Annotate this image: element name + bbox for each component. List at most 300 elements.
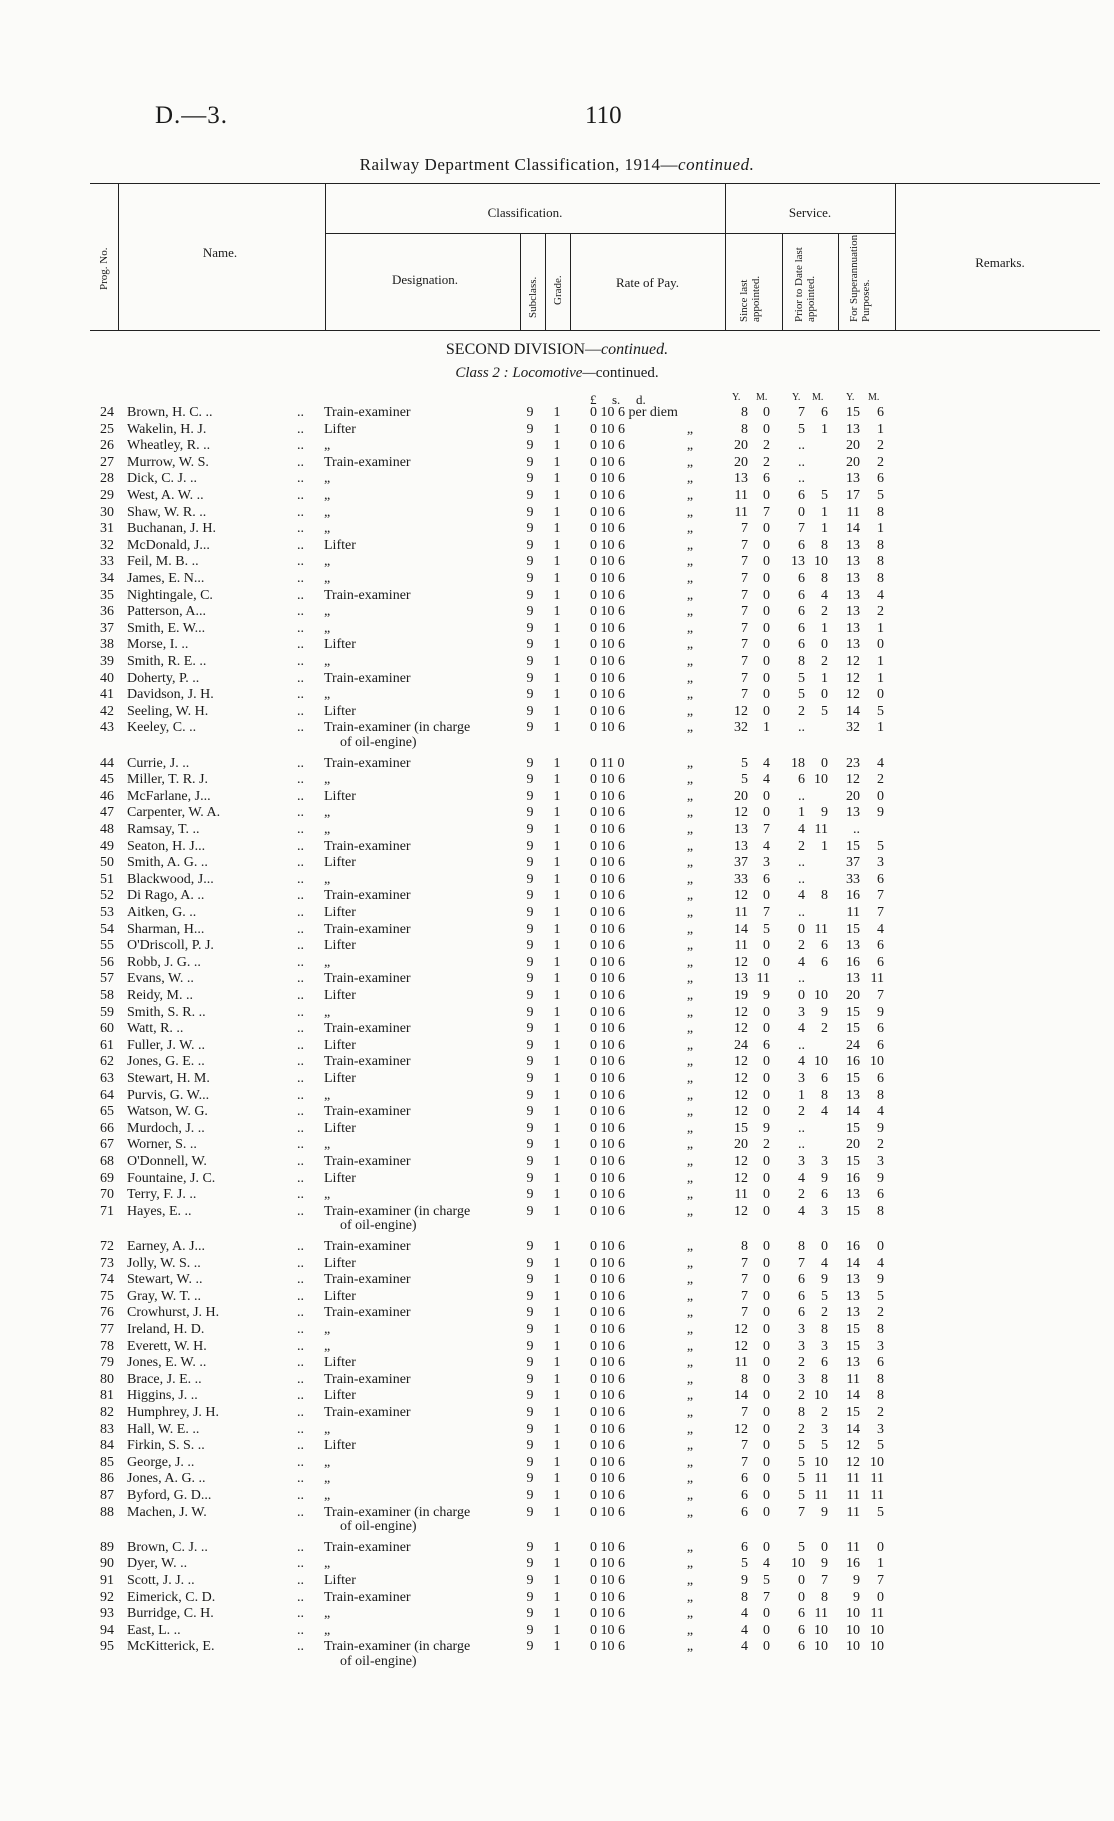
- super-months: 4: [877, 587, 884, 603]
- prog-no: 32: [100, 537, 114, 553]
- rate-of-pay: 0 10 6: [590, 1355, 625, 1371]
- super-years: 12: [846, 1454, 860, 1470]
- table-row: [0, 1623, 1114, 1639]
- prior-years: 5: [798, 1539, 805, 1555]
- since-months: 5: [763, 1573, 770, 1588]
- since-months: 0: [763, 1255, 770, 1271]
- prior-months: 1: [821, 670, 828, 686]
- leader-dots: ..: [297, 1622, 304, 1638]
- since-years: 13: [734, 471, 748, 487]
- table-row: [0, 1540, 1114, 1556]
- super-months: 8: [877, 1371, 884, 1387]
- ditto-mark: „: [686, 1639, 694, 1655]
- designation: „: [324, 521, 331, 537]
- prog-no: 49: [100, 838, 114, 854]
- prior-years: 0: [798, 1573, 805, 1588]
- since-months: 0: [763, 938, 770, 954]
- prior-years: 13: [791, 554, 805, 570]
- leader-dots: ..: [297, 971, 304, 987]
- rate-of-pay: 0 10 6: [590, 1137, 625, 1153]
- grade: 1: [553, 471, 561, 487]
- table-row: [0, 538, 1114, 554]
- since-months: 1: [763, 720, 770, 736]
- ditto-mark: „: [686, 1054, 694, 1070]
- prior-months: 9: [821, 1272, 828, 1288]
- col-divider: [838, 233, 839, 330]
- super-months: 10: [870, 1054, 884, 1070]
- since-years: 7: [741, 654, 748, 669]
- subclass: 9: [526, 654, 534, 669]
- leader-dots: ..: [297, 1239, 304, 1254]
- rate-of-pay: 0 10 6: [590, 488, 625, 503]
- since-years: 32: [734, 720, 748, 736]
- rate-of-pay: 0 10 6: [590, 1120, 625, 1136]
- prog-no: 28: [100, 471, 114, 487]
- table-row: [0, 471, 1114, 487]
- prog-no: 81: [100, 1388, 114, 1404]
- super-months: 6: [877, 1355, 884, 1371]
- leader-dots: ..: [297, 1639, 304, 1655]
- designation: „: [324, 1322, 331, 1337]
- rate-of-pay: 0 10 6 per diem: [590, 405, 678, 420]
- designation: „: [324, 471, 331, 487]
- leader-dots: ..: [297, 1589, 304, 1605]
- table-row: [0, 1556, 1114, 1572]
- super-months: 7: [877, 988, 884, 1003]
- ditto-mark: „: [686, 871, 694, 887]
- leader-dots: ..: [297, 687, 304, 703]
- designation-continuation: of oil-engine): [340, 1519, 417, 1535]
- rate-of-pay: 0 10 6: [590, 1288, 625, 1304]
- leader-dots: ..: [297, 571, 304, 586]
- designation: „: [324, 571, 331, 586]
- designation-continuation: of oil-engine): [340, 1218, 417, 1234]
- grade: 1: [553, 1371, 561, 1387]
- ditto-mark: „: [686, 1154, 694, 1169]
- super-years: 12: [846, 772, 860, 788]
- rate-of-pay: 0 10 6: [590, 1239, 625, 1254]
- staff-name: Higgins, J. ..: [127, 1388, 198, 1404]
- staff-name: Smith, A. G. ..: [127, 855, 208, 871]
- rate-of-pay: 0 10 6: [590, 772, 625, 788]
- subclass: 9: [526, 521, 534, 537]
- designation: Lifter: [324, 1355, 356, 1371]
- prior-months: 4: [821, 1104, 828, 1120]
- ditto-mark: „: [686, 988, 694, 1003]
- since-months: 0: [763, 1371, 770, 1387]
- super-years: 13: [846, 554, 860, 570]
- prior-months: 8: [821, 1322, 828, 1337]
- designation: Lifter: [324, 938, 356, 954]
- prog-no: 72: [100, 1239, 114, 1254]
- super-months: 2: [877, 1405, 884, 1420]
- since-months: 0: [763, 1639, 770, 1655]
- super-months: 0: [877, 687, 884, 703]
- prior-years: 2: [798, 1388, 805, 1404]
- staff-name: Patterson, A...: [127, 604, 206, 620]
- since-years: 20: [734, 788, 748, 804]
- grade: 1: [553, 1104, 561, 1120]
- since-months: 2: [763, 1137, 770, 1153]
- table-row: [0, 621, 1114, 637]
- designation: Lifter: [324, 1255, 356, 1271]
- prog-no: 78: [100, 1338, 114, 1354]
- since-months: 0: [763, 654, 770, 669]
- prior-months: 10: [814, 1054, 828, 1070]
- prog-no: 88: [100, 1504, 114, 1520]
- prog-no: 91: [100, 1573, 114, 1588]
- grade: 1: [553, 1037, 561, 1053]
- since-months: 0: [763, 1087, 770, 1103]
- prog-no: 92: [100, 1589, 114, 1605]
- designation: „: [324, 1471, 331, 1487]
- prior-months: 8: [821, 571, 828, 586]
- since-months: 7: [763, 905, 770, 920]
- rate-of-pay: 0 10 6: [590, 670, 625, 686]
- leader-dots: ..: [297, 1606, 304, 1622]
- since-months: 0: [763, 1421, 770, 1437]
- prior-years: ..: [798, 971, 805, 987]
- table-row: [0, 756, 1114, 772]
- super-years: 13: [846, 421, 860, 437]
- ditto-mark: „: [686, 454, 694, 470]
- designation: Train-examiner (in charge: [324, 1203, 471, 1219]
- staff-name: Smith, S. R. ..: [127, 1004, 206, 1020]
- since-months: 0: [763, 1504, 770, 1520]
- grade: 1: [553, 620, 561, 636]
- staff-name: Humphrey, J. H.: [127, 1405, 220, 1420]
- designation: Train-examiner (in charge: [324, 720, 471, 736]
- rate-of-pay: 0 10 6: [590, 1021, 625, 1037]
- super-years: 12: [846, 1438, 860, 1454]
- table-row: [0, 637, 1114, 653]
- grade: 1: [553, 1305, 561, 1321]
- prior-years: ..: [798, 855, 805, 871]
- staff-name: Watt, R. ..: [127, 1021, 184, 1037]
- grade: 1: [553, 1004, 561, 1020]
- rate-of-pay: 0 10 6: [590, 1405, 625, 1420]
- grade: 1: [553, 1405, 561, 1420]
- subclass: 9: [526, 1272, 534, 1288]
- since-months: 0: [763, 1488, 770, 1503]
- since-years: 7: [741, 1454, 748, 1470]
- leader-dots: ..: [297, 537, 304, 553]
- prog-no: 54: [100, 921, 114, 937]
- prior-years: 3: [798, 1004, 805, 1020]
- subclass: 9: [526, 1154, 534, 1169]
- prior-years: 6: [798, 1622, 805, 1638]
- grade: 1: [553, 1539, 561, 1555]
- prog-no: 34: [100, 571, 114, 586]
- table-row: [0, 1573, 1114, 1589]
- grade: 1: [553, 855, 561, 871]
- grade: 1: [553, 1606, 561, 1622]
- col-header-subclass: Subclass.: [527, 276, 539, 318]
- staff-name: Carpenter, W. A.: [127, 805, 221, 821]
- leader-dots: ..: [297, 1488, 304, 1503]
- super-years: 11: [846, 1504, 860, 1520]
- super-months: 6: [877, 871, 884, 887]
- subclass: 9: [526, 1071, 534, 1086]
- staff-name: Smith, R. E. ..: [127, 654, 207, 669]
- prior-years: 4: [798, 1170, 805, 1186]
- ditto-mark: „: [686, 1305, 694, 1321]
- leader-dots: ..: [297, 405, 304, 420]
- since-months: 6: [763, 471, 770, 487]
- since-months: 0: [763, 687, 770, 703]
- prior-years: ..: [798, 871, 805, 887]
- since-years: 12: [734, 1104, 748, 1120]
- ditto-mark: „: [686, 421, 694, 437]
- prog-no: 93: [100, 1606, 114, 1622]
- rate-of-pay: 0 10 6: [590, 1371, 625, 1387]
- prior-months: 2: [821, 1021, 828, 1037]
- super-months: 0: [877, 1539, 884, 1555]
- grade: 1: [553, 905, 561, 920]
- designation: Train-examiner: [324, 1589, 411, 1605]
- staff-name: Aitken, G. ..: [127, 905, 197, 920]
- prog-no: 73: [100, 1255, 114, 1271]
- since-years: 11: [734, 488, 748, 503]
- super-years: 20: [846, 988, 860, 1003]
- table-row: [0, 1171, 1114, 1187]
- since-years: 7: [741, 537, 748, 553]
- designation: Train-examiner: [324, 405, 411, 420]
- since-months: 0: [763, 888, 770, 904]
- staff-name: Burridge, C. H.: [127, 1606, 214, 1622]
- since-years: 11: [734, 938, 748, 954]
- super-years: 13: [846, 971, 860, 987]
- ditto-mark: „: [686, 1539, 694, 1555]
- prior-years: ..: [798, 720, 805, 736]
- grade: 1: [553, 637, 561, 653]
- rate-of-pay: 0 10 6: [590, 654, 625, 669]
- subclass: 9: [526, 1137, 534, 1153]
- table-row: [0, 1488, 1114, 1504]
- staff-name: Byford, G. D...: [127, 1488, 212, 1503]
- leader-dots: ..: [297, 954, 304, 970]
- prog-no: 94: [100, 1622, 114, 1638]
- subclass: 9: [526, 905, 534, 920]
- staff-name: George, J. ..: [127, 1454, 195, 1470]
- col-divider: [545, 233, 546, 330]
- rate-of-pay: 0 10 6: [590, 1104, 625, 1120]
- since-years: 4: [741, 1606, 748, 1622]
- super-years: 12: [846, 654, 860, 669]
- prog-no: 67: [100, 1137, 114, 1153]
- ditto-mark: „: [686, 687, 694, 703]
- since-months: 2: [763, 438, 770, 454]
- ditto-mark: „: [686, 720, 694, 736]
- table-row: [0, 422, 1114, 438]
- super-months: 0: [877, 1589, 884, 1605]
- ditto-mark: „: [686, 488, 694, 503]
- grade: 1: [553, 504, 561, 520]
- since-years: 19: [734, 988, 748, 1003]
- prior-months: 6: [821, 954, 828, 970]
- table-row: [0, 1322, 1114, 1338]
- designation: „: [324, 438, 331, 454]
- prog-no: 29: [100, 488, 114, 503]
- table-row: [0, 687, 1114, 703]
- super-months: 9: [877, 1170, 884, 1186]
- super-years: 11: [846, 905, 860, 920]
- unit-month: M.: [868, 392, 880, 403]
- prior-months: 9: [821, 1504, 828, 1520]
- prior-months: 0: [821, 755, 828, 771]
- prior-months: 9: [821, 1556, 828, 1572]
- rate-of-pay: 0 10 6: [590, 1054, 625, 1070]
- table-row: [0, 1505, 1114, 1521]
- designation: Train-examiner (in charge: [324, 1639, 471, 1655]
- prog-no: 42: [100, 703, 114, 719]
- grade: 1: [553, 687, 561, 703]
- prog-no: 66: [100, 1120, 114, 1136]
- table-row: [0, 1104, 1114, 1120]
- since-months: 0: [763, 1071, 770, 1086]
- super-years: 15: [846, 1322, 860, 1337]
- since-months: 4: [763, 755, 770, 771]
- grade: 1: [553, 1087, 561, 1103]
- rate-of-pay: 0 10 6: [590, 637, 625, 653]
- grade: 1: [553, 788, 561, 804]
- grade: 1: [553, 1203, 561, 1219]
- since-months: 6: [763, 871, 770, 887]
- prog-no: 95: [100, 1639, 114, 1655]
- unit-year: Y.: [792, 392, 801, 403]
- table-row: [0, 1590, 1114, 1606]
- subclass: 9: [526, 421, 534, 437]
- ditto-mark: „: [686, 637, 694, 653]
- ditto-mark: „: [686, 1371, 694, 1387]
- rate-of-pay: 0 10 6: [590, 1087, 625, 1103]
- designation: Lifter: [324, 1573, 356, 1588]
- subclass: 9: [526, 1239, 534, 1254]
- staff-name: Murrow, W. S.: [127, 454, 209, 470]
- prog-no: 38: [100, 637, 114, 653]
- designation: Lifter: [324, 905, 356, 920]
- rate-of-pay: 0 10 6: [590, 1305, 625, 1321]
- unit-shilling: s.: [612, 392, 621, 407]
- prior-years: 1: [798, 805, 805, 821]
- prior-months: 6: [821, 1355, 828, 1371]
- grade: 1: [553, 654, 561, 669]
- prior-months: 5: [821, 703, 828, 719]
- grade: 1: [553, 1154, 561, 1169]
- ditto-mark: „: [686, 471, 694, 487]
- staff-name: Dyer, W. ..: [127, 1556, 188, 1572]
- staff-name: Fuller, J. W. ..: [127, 1037, 206, 1053]
- super-years: 20: [846, 1137, 860, 1153]
- super-months: 9: [877, 805, 884, 821]
- super-months: 4: [877, 755, 884, 771]
- designation: Lifter: [324, 421, 356, 437]
- subclass: 9: [526, 537, 534, 553]
- grade: 1: [553, 805, 561, 821]
- since-years: 12: [734, 703, 748, 719]
- prog-no: 36: [100, 604, 114, 620]
- prior-months: 10: [814, 772, 828, 788]
- staff-name: McDonald, J...: [127, 537, 210, 553]
- super-months: 2: [877, 438, 884, 454]
- table-row: [0, 971, 1114, 987]
- ditto-mark: „: [686, 1087, 694, 1103]
- super-months: 0: [877, 637, 884, 653]
- rate-of-pay: 0 10 6: [590, 838, 625, 854]
- prior-years: 8: [798, 1239, 805, 1254]
- since-years: 6: [741, 1504, 748, 1520]
- since-years: 12: [734, 1154, 748, 1169]
- grade: 1: [553, 720, 561, 736]
- prior-years: 0: [798, 988, 805, 1003]
- super-months: 1: [877, 620, 884, 636]
- prior-years: 10: [791, 1556, 805, 1572]
- prior-years: 5: [798, 687, 805, 703]
- since-months: 0: [763, 670, 770, 686]
- since-months: 7: [763, 822, 770, 837]
- ditto-mark: „: [686, 838, 694, 854]
- rate-of-pay: 0 10 6: [590, 1488, 625, 1503]
- ditto-mark: „: [686, 1488, 694, 1503]
- since-months: 0: [763, 1054, 770, 1070]
- leader-dots: ..: [297, 654, 304, 669]
- designation: Train-examiner: [324, 1539, 411, 1555]
- col-header-remarks: Remarks.: [975, 255, 1025, 270]
- designation: Lifter: [324, 703, 356, 719]
- super-years: 13: [846, 537, 860, 553]
- grade: 1: [553, 1388, 561, 1404]
- prior-months: 1: [821, 504, 828, 520]
- rate-of-pay: 0 10 6: [590, 1504, 625, 1520]
- subclass: 9: [526, 988, 534, 1003]
- super-years: 13: [846, 938, 860, 954]
- prior-years: 0: [798, 921, 805, 937]
- prior-years: 3: [798, 1071, 805, 1086]
- subclass: 9: [526, 1471, 534, 1487]
- since-years: 14: [734, 1388, 748, 1404]
- leader-dots: ..: [297, 938, 304, 954]
- designation: „: [324, 488, 331, 503]
- super-years: 15: [846, 405, 860, 420]
- leader-dots: ..: [297, 1539, 304, 1555]
- table-row: [0, 1187, 1114, 1203]
- since-months: 6: [763, 1037, 770, 1053]
- super-months: 11: [870, 1488, 884, 1503]
- rate-of-pay: 0 10 6: [590, 871, 625, 887]
- since-years: 4: [741, 1622, 748, 1638]
- grade: 1: [553, 1438, 561, 1454]
- col-divider: [782, 233, 783, 330]
- grade: 1: [553, 1137, 561, 1153]
- table-row: [0, 822, 1114, 838]
- ditto-mark: „: [686, 670, 694, 686]
- ditto-mark: „: [686, 1438, 694, 1454]
- table-row: [0, 1438, 1114, 1454]
- staff-name: Hayes, E. ..: [127, 1203, 192, 1219]
- staff-name: Seaton, H. J...: [127, 838, 206, 854]
- leader-dots: ..: [297, 670, 304, 686]
- since-months: 3: [763, 855, 770, 871]
- subclass: 9: [526, 587, 534, 603]
- rate-of-pay: 0 10 6: [590, 1639, 625, 1655]
- ditto-mark: „: [686, 1187, 694, 1203]
- staff-name: Ramsay, T. ..: [127, 822, 200, 837]
- prior-months: 10: [814, 554, 828, 570]
- rate-of-pay: 0 10 6: [590, 554, 625, 570]
- rate-of-pay: 0 10 6: [590, 587, 625, 603]
- designation: „: [324, 687, 331, 703]
- ditto-mark: „: [686, 1203, 694, 1219]
